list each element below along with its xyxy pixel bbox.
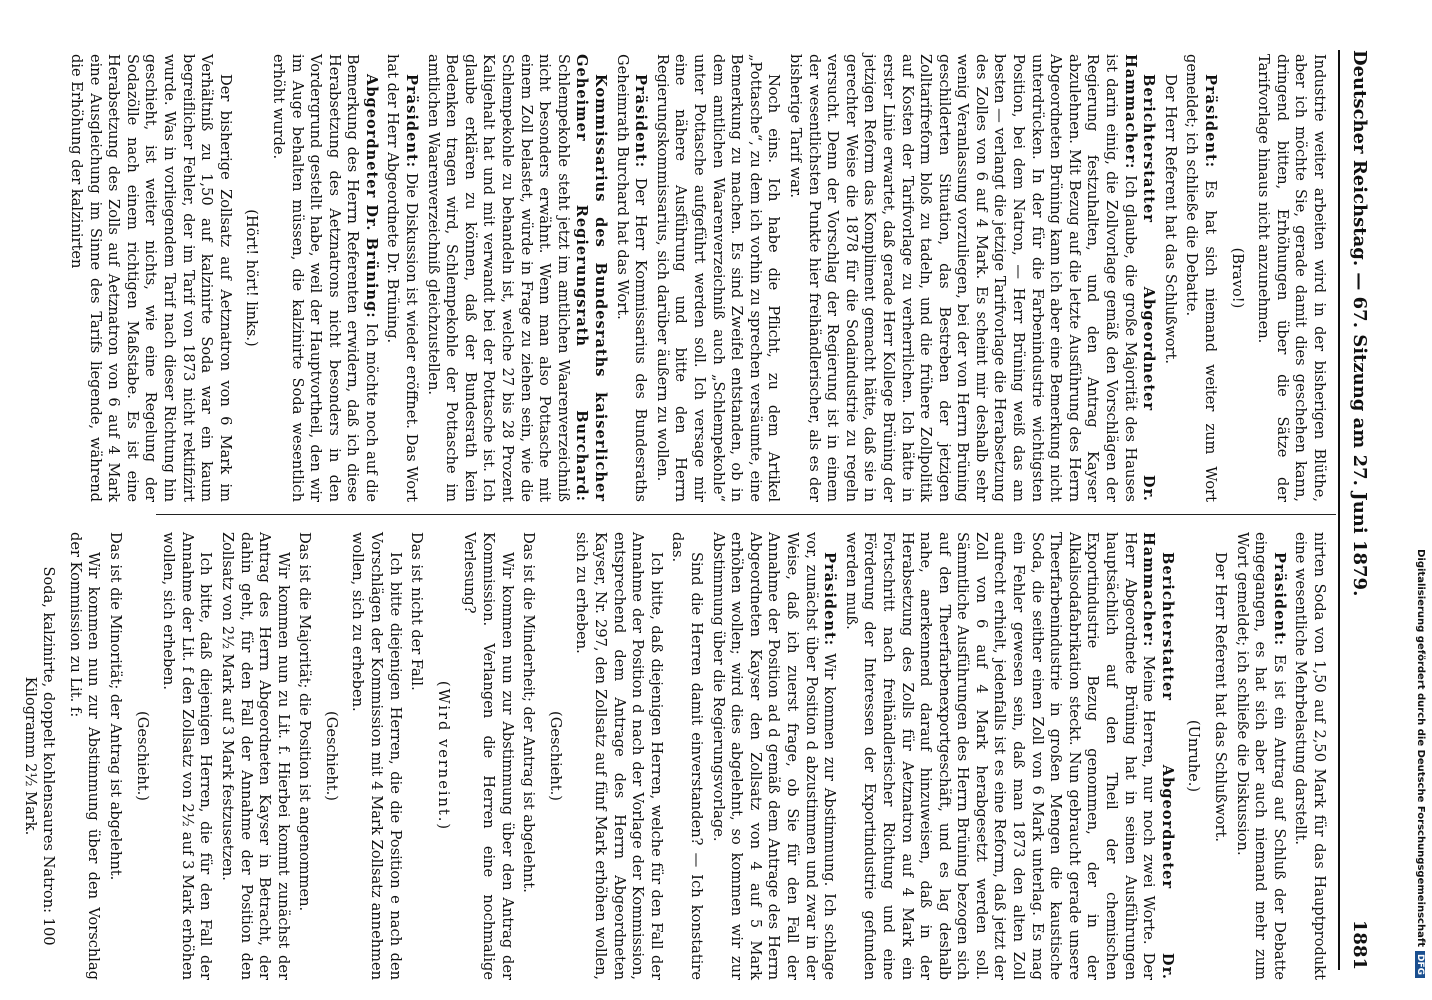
text-column-right — [12, 532, 1328, 980]
digitization-credit — [1414, 18, 1428, 978]
paragraph-text: Das ist die Minorität; der Antrag ist abgelehnt. — [106, 532, 124, 881]
speaker-name: Abgeordneter Dr. Brüning: — [362, 74, 380, 319]
paragraph-text: nirten Soda von 1,50 auf 2,50 Mark für das Hauptprodukt eine wesentliche Mehrbelastung darstellt. — [1292, 532, 1328, 980]
header-rule — [1338, 50, 1340, 970]
paragraph — [1210, 532, 1229, 980]
paragraph-text: Es ist ein Antrag auf Schluß der Debatte eingegangen, es hat sich aber auch niemand mehr zum Wort gemeldet; ich schließe die Diskussion. — [1233, 532, 1288, 980]
speaker-name: Präsident: — [1270, 552, 1288, 647]
speaker-name: Präsident: — [632, 74, 650, 169]
paragraph-text: Es hat sich niemand weiter zum Wort gemeldet; ich schließe die Debatte. — [1183, 54, 1220, 503]
paragraph-text: (Hört! hört! links.) — [243, 209, 261, 347]
credit-line — [1412, 18, 1426, 978]
paragraph — [433, 532, 452, 980]
paragraph-text: Sind die Herren damit einverstanden? — Ich konstatire das. — [669, 532, 705, 980]
paragraph-text: Wir kommen nun zur Abstimmung über den Antrag der Kommission. Verlangen die Herren eine nochmalige Verlesung? — [461, 532, 516, 980]
paragraph-text: (Unruhe.) — [1185, 719, 1203, 793]
paragraph-text: Ich möchte noch auf die Bemerkung des Herrn Referenten erwidern, daß ich diese Herabsetzung des Aetznatrons nicht besonders in den Vordergrund gestellt habe, weil der Hauptvortheil, den wir im Auge behalten müssen, die kalzinirte Soda wesentlich erhöht wurde. — [269, 54, 380, 502]
column-divider — [156, 514, 1336, 515]
paragraph — [268, 54, 380, 502]
paragraph-text: (Geschieht.) — [546, 711, 564, 801]
paragraph-text: Das ist die Majorität; die Position ist angenommen. — [296, 532, 314, 912]
text-column-left — [63, 54, 1328, 502]
page-number: 1881 — [1349, 919, 1370, 970]
paragraph — [668, 532, 705, 980]
speaker-name: Präsident: — [1202, 74, 1220, 169]
paragraph — [545, 532, 564, 980]
paragraph-text: Der Herr Referent hat das Schlußwort. — [1212, 552, 1230, 843]
paragraph-text: Meine Herren, nur noch zwei Worte. Der Herr Abgeordnete Brüning hat in seinen Ausführungen hauptsächlich auf den Theil der chemischen Exportindustrie Bezug genommen, der in der Alkalisodafabrikation steckt. Nun gebraucht gerade unsere Theerfarbenindustrie in großen Mengen die kaustische Soda, die seither einen Zoll von 6 Mark unterlag. Es mag ein Fehler gewesen sein, daß man 1873 den alten Zoll aufrecht erhielt, jedenfalls ist es eine Reform, daß jetzt der Zoll von 6 auf 4 Mark herabgesetzt werden soll. Sämmtliche Ausführungen des Herrn Brüning bezogen sich auf den Theerfarbenexportgeschäft, und es lag deshalb nahe, anerkennend darauf hinzuweisen, daß in der Herabsetzung des Zolls für Aetznatron auf 4 Mark ein Fortschritt nach freihändlerischer Richtung und eine Förderung der Interessen der Exportindustrie gefunden werden muß. — [842, 532, 1158, 980]
speaker-name: Berichterstatter Abgeordneter Dr. Hammacher: — [1140, 532, 1176, 980]
paragraph-text: Die Diskussion ist wieder eröffnet. Das Wort hat der Herr Abgeordnete Dr. Brüning. — [384, 54, 421, 502]
paragraph-text: Wir kommen zur Abstimmung. Ich schlage vor, zunächst über Position d abzustimmen und zwar in der Weise, daß ich zuerst frage, ob Sie für den Fall der Annahme der Position ad d gemäß dem Antrage des Herrn Abgeordneten Kayser den Zollsatz von 4 auf 5 Mark erhöhen wollen; wird dies abgelehnt, so kommen wir zur Abstimmung über die Regierungsvorlage. — [709, 532, 839, 980]
speaker-name: Präsident: — [403, 74, 421, 169]
paragraph-text: (Wird verneint.) — [434, 680, 452, 832]
paragraph-text: Ich bitte, daß diejenigen Herren, die für den Fall der Annahme der Lit. f den Zollsatz von 2½ auf 3 Mark erhöhen wollen, sich erheben. — [160, 532, 215, 980]
credit-text: Digitalisierung gefördert durch die Deutsche Forschungsgemeinschaft — [1415, 549, 1426, 947]
paragraph-text: (Geschieht.) — [322, 711, 340, 801]
paragraph — [383, 54, 420, 502]
speaker-name: Kommissarius des Bundesraths kaiserlicher Geheimer Regierungsrath Burchard: — [573, 54, 610, 502]
speaker-name: Berichterstatter Abgeordneter Dr. Hammacher: — [1121, 54, 1158, 502]
paragraph — [105, 532, 124, 980]
paragraph — [785, 54, 1157, 502]
paragraph-text: (Geschieht.) — [133, 711, 151, 801]
paragraph — [132, 532, 151, 980]
running-head-title: Deutscher Reichstag. — 67. Sitzung am 27. Juni 1879. — [1349, 50, 1370, 597]
paragraph — [65, 532, 102, 980]
speaker-name: Präsident: — [821, 552, 839, 647]
paragraph-text: Noch eins. Ich habe die Pflicht, zu dem Artikel „Pottasche“, zu dem ich vorhin zu sprechen versäumte, eine Bemerkung zu machen. Es sind Zweifel entstanden, ob in dem amtlichen Waarenverzeichniß auch „Schlempekohle“ unter Pottasche aufgeführt werden soll. Ich versage mir eine nähere Ausführung und bitte den Herrn Regierungskommissarius, sich darüber äußern zu wollen. — [653, 54, 783, 502]
paragraph — [708, 532, 838, 980]
paragraph — [348, 532, 404, 980]
paragraph — [1254, 54, 1328, 502]
paragraph-text: Ich bitte diejenigen Herren, die die Position e nach den Vorschlägen der Kommission mit 4 Mark Zollsatz annehmen wollen, sich zu erheben. — [349, 532, 404, 980]
paragraph — [652, 54, 782, 502]
dfg-logo: DFG — [1415, 951, 1425, 978]
paragraph-text: Soda, kalzinirte, doppelt kohlensaures Natron: 100 Kilogramm 2½ Mark. — [21, 566, 58, 946]
paragraph-text: Der Herr Referent hat das Schlußwort. — [1161, 74, 1179, 365]
paragraph — [519, 532, 538, 980]
paragraph — [460, 532, 516, 980]
paragraph-text: Schlempekohle steht jetzt im amtlichen Waarenverzeichniß nicht besonders erwähnt. Wenn man also Pottasche mit einem Zoll belastet, würde in Frage zu ziehen sein, wie die Schlempekohle zu behandeln ist, welche 27 bis 28 Prozent Kaligehalt hat und mit verwandt bei der Pottasche ist. Ich glaube erklären zu können, daß der Bundesrath kein Bedenken tragen wird, Schlempekohle der Pottasche im amtlichen Waarenverzeichniß gleichzustellen. — [424, 54, 572, 502]
paragraph — [295, 532, 314, 980]
paragraph-text: Ich glaube, die große Majorität des Hauses ist darin einig, die Zollvorlage gemäß den Vorschlägen der Regierung festzuhalten, und den Antrag Kayser abzulehnen. Mit Bezug auf die letzte Ausführung des Herrn Abgeordneten Brüning kann ich aber eine Bemerkung nicht unterdrücken. In der für die Farbenindustrie wichtigsten Position, bei dem Natron, — Herr Brüning weiß das am besten — verlangt die jetzige Tarifvorlage die Herabsetzung des Zolles von 6 auf 4 Mark. Es scheint mir deshalb sehr wenig Veranlassung vorzuliegen, bei der von Herrn Brüning geschilderten Situation, das Bestreben der jetzigen Zolltarifreform bloß zu tadeln, und die frühere Zollpolitik auf Kosten der Tarifvorlage zu verherrlichen. Ich hätte in erster Linie erwartet, daß gerade Herr Kollege Brüning der jetzigen Reform das Kompliment gemacht hätte, daß sie in gerechter Weise die 1878 für die Sodaindustrie zu regeln versucht. Denn der Vorschlag der Regierung ist in einem der wesentlichsten Punkte hier freihändlerischer, als es der bisherige Tarif war. — [786, 54, 1139, 502]
paragraph — [1232, 532, 1288, 980]
paragraph-text: Der bisherige Zollsatz auf Aetznatron von 6 Mark im Verhältniß zu 1,50 auf kalzinirte Soda war ein kaum begreiflicher Fehler, der im Tarif von 1873 nicht rektifizirt wurde. Was in vorliegendem Tarif nach dieser Richtung hin geschieht, ist weiter nichts, wie eine Regelung der Sodazölle nach einem richtigen Maßstabe. Es ist eine Herabsetzung des Zolls auf Aetznatron von 6 auf 4 Mark eine Ausgleichung im Sinne des Tarifs liegende, während die Erhöhung der kalzinirten — [68, 54, 234, 502]
paragraph — [1227, 54, 1246, 502]
paragraph — [242, 54, 261, 502]
paragraph — [1182, 54, 1219, 502]
paragraph — [66, 54, 233, 502]
paragraph — [612, 54, 649, 502]
paragraph — [217, 532, 291, 980]
paragraph-text: Das ist die Minderheit; der Antrag ist abgelehnt. — [520, 532, 538, 893]
paragraph — [423, 54, 609, 502]
paragraph — [321, 532, 340, 980]
paragraph — [572, 532, 665, 980]
paragraph — [407, 532, 426, 980]
running-head — [1340, 50, 1370, 970]
paragraph-text: Industrie weiter arbeiten wird in der bisherigen Blüthe, aber ich möchte Sie, gerade damit dies geschehen kann, dringend bitten, Erhöhungen über die Sätze der Tarifvorlage hinaus nicht anzunehmen. — [1255, 54, 1328, 502]
paragraph — [1184, 532, 1203, 980]
paragraph-text: Ich bitte, daß diejenigen Herren, welche für den Fall der Annahme der Position d nach der Vorlage der Kommission, entsprechend dem Antrage des Herrn Abgeordneten Kayser, Nr. 297, den Zollsatz auf fünf Mark erhöhen wollen, sich zu erheben. — [573, 532, 665, 980]
paragraph-text: Wir kommen nun zu Lit. f. Hierbei kommt zunächst der Antrag des Herrn Abgeordneten Kayser in Betracht, der dahin geht, für den Fall der Annahme der Position den Zollsatz von 2½ Mark auf 3 Mark festzusetzen. — [218, 532, 292, 980]
paragraph — [20, 532, 57, 980]
paragraph — [159, 532, 215, 980]
paragraph-text: Das ist nicht der Fall. — [408, 532, 426, 691]
paragraph-text: (Bravo!) — [1228, 247, 1246, 309]
paragraph — [841, 532, 1176, 980]
paragraph-text: Der Herr Kommissarius des Bundesraths Geheimrath Burchard hat das Wort. — [613, 54, 650, 502]
paragraph-text: Wir kommen nun zur Abstimmung über den Vorschlag der Kommission zu Lit. f: — [66, 532, 103, 980]
paragraph — [1291, 532, 1328, 980]
paragraph — [1160, 54, 1179, 502]
